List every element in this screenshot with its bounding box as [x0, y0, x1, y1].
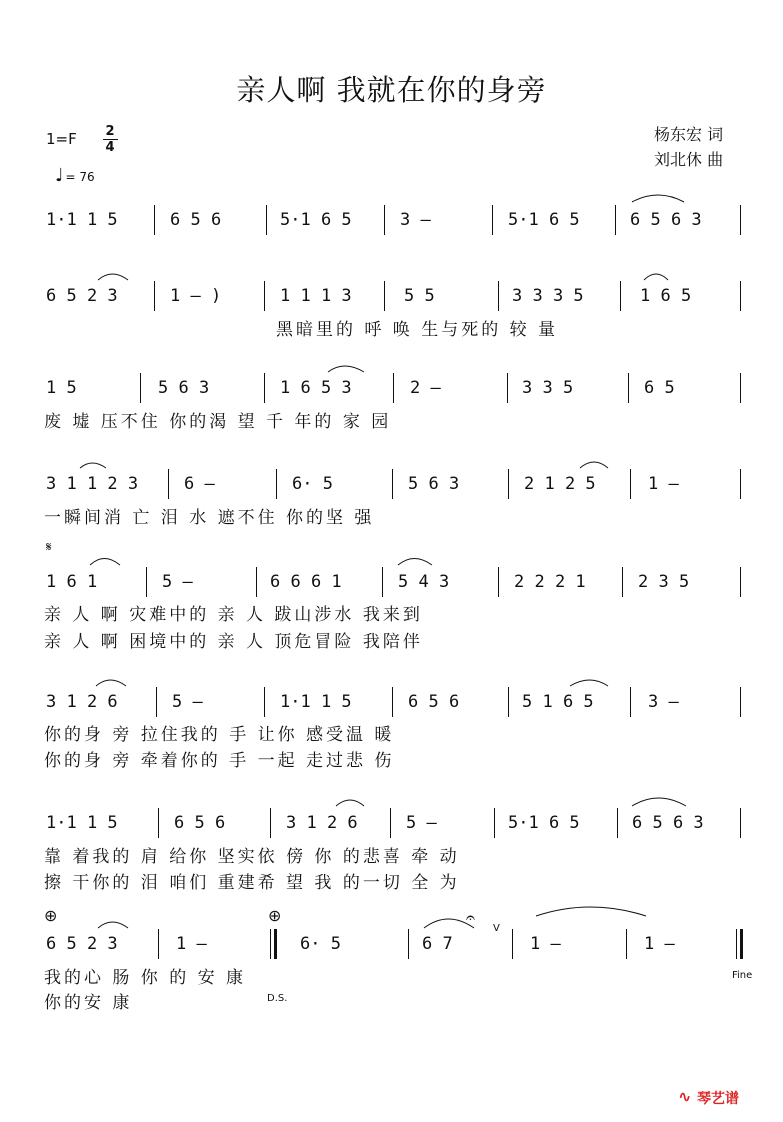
lyric-line-2: 擦 干你的 泪 咱们 重建希 望 我 的一切 全 为	[44, 873, 460, 893]
measure: 3 –	[400, 210, 431, 230]
measure: 5·1 6 5	[508, 210, 580, 230]
lyric-line-2: 你的身 旁 牵着你的 手 一起 走过悲 伤	[44, 751, 395, 771]
measure: 1·1 1 5	[280, 692, 352, 712]
slur	[580, 462, 608, 468]
watermark-logo-icon: ∿	[678, 1087, 692, 1106]
measure: 6 5 6	[408, 692, 460, 712]
tempo-value: = 76	[65, 170, 95, 184]
lyric-line-1: 我的心 肠 你 的 安 康	[44, 968, 247, 988]
lyricist-credit: 杨东宏 词	[654, 125, 724, 144]
measure: 6 5 6	[174, 813, 226, 833]
measure: 5 1 6 5	[522, 692, 594, 712]
quarter-note-icon: ♩	[55, 165, 64, 186]
measure: 1·1 1 5	[46, 813, 118, 833]
measure: 6 5 6 3	[632, 813, 704, 833]
measure: 3 1 1 2 3	[46, 474, 139, 494]
slur	[536, 907, 646, 916]
ds-marking: D.S.	[267, 993, 288, 1004]
measure: 1 –	[530, 934, 561, 954]
slur	[90, 559, 120, 566]
segno-sign: 𝄋	[46, 540, 52, 555]
measure: 3 3 3 5	[512, 286, 584, 306]
measure: 5 –	[406, 813, 437, 833]
lyric-line-1: 废 墟 压不住 你的渴 望 千 年的 家 园	[44, 412, 392, 432]
composer-credit: 刘北休 曲	[654, 150, 724, 169]
measure: 5·1 6 5	[508, 813, 580, 833]
slur	[98, 274, 128, 280]
measure: 1 – )	[170, 286, 222, 306]
fine-marking: Fine	[732, 970, 753, 981]
measure: 6 5 6	[170, 210, 222, 230]
measure: 2 1 2 5	[524, 474, 596, 494]
song-title: 亲人啊 我就在你的身旁	[236, 73, 547, 107]
measure: 1 5	[46, 378, 77, 398]
measure: 2 –	[410, 378, 441, 398]
slur	[336, 800, 364, 806]
measure: 6 7	[422, 934, 453, 954]
time-signature-bottom: 4	[105, 140, 115, 155]
slur	[98, 922, 128, 928]
slur	[80, 463, 106, 468]
lyric-line-2: 亲 人 啊 困境中的 亲 人 顶危冒险 我陪伴	[44, 632, 423, 652]
measure: 3 1 2 6	[286, 813, 358, 833]
measure: 5·1 6 5	[280, 210, 352, 230]
lyric-line-1: 靠 着我的 肩 给你 坚实依 傍 你 的悲喜 牵 动	[44, 847, 460, 867]
slur	[96, 680, 126, 686]
coda-sign: ⊕	[268, 906, 282, 925]
measure: 2 2 2 1	[514, 572, 586, 592]
measure: 6 5 6 3	[630, 210, 702, 230]
measure: 6 –	[184, 474, 215, 494]
measure: 5 –	[162, 572, 193, 592]
measure: 2 3 5	[638, 572, 690, 592]
time-signature-top: 2	[105, 124, 115, 139]
measure: 1 6 5 3	[280, 378, 352, 398]
coda-sign: ⊕	[44, 906, 58, 925]
lyric-line-1: 你的身 旁 拉住我的 手 让你 感受温 暖	[44, 725, 395, 745]
measure: 1 1 1 3	[280, 286, 352, 306]
measure: 6· 5	[292, 474, 333, 494]
slur	[398, 559, 432, 566]
breath-mark: V	[493, 923, 500, 934]
slur	[328, 366, 364, 372]
lyric-line-1: 一瞬间消 亡 泪 水 遮不住 你的坚 强	[44, 508, 375, 528]
measure: 1 6 5	[640, 286, 692, 306]
measure: 1·1 1 5	[46, 210, 118, 230]
measure: 3 1 2 6	[46, 692, 118, 712]
measure: 5 6 3	[158, 378, 210, 398]
measure: 1 –	[176, 934, 207, 954]
measure: 5 –	[172, 692, 203, 712]
lyric-line-1: 黑暗里的 呼 唤 生与死的 较 量	[276, 320, 559, 340]
lyric-line-2: 你的安 康	[44, 993, 133, 1013]
slur	[632, 195, 684, 202]
measure: 3 3 5	[522, 378, 574, 398]
measure: 1 –	[648, 474, 679, 494]
watermark: 琴艺谱	[697, 1091, 739, 1107]
slur	[644, 274, 668, 280]
measure: 6 5 2 3	[46, 286, 118, 306]
measure: 6 6 6 1	[270, 572, 342, 592]
slur	[632, 798, 686, 806]
slur	[570, 680, 608, 686]
measure: 1 –	[644, 934, 675, 954]
measure: 6 5 2 3	[46, 934, 118, 954]
fermata-sign: 𝄐	[466, 908, 475, 927]
lyric-line-1: 亲 人 啊 灾难中的 亲 人 跋山涉水 我来到	[44, 605, 423, 625]
measure: 5 4 3	[398, 572, 450, 592]
measure: 5 6 3	[408, 474, 460, 494]
measure: 6· 5	[300, 934, 341, 954]
slur	[424, 919, 474, 928]
measure: 6 5	[644, 378, 675, 398]
measure: 5 5	[404, 286, 435, 306]
key-signature: 1=F	[46, 130, 77, 148]
measure: 1 6 1	[46, 572, 98, 592]
measure: 3 –	[648, 692, 679, 712]
